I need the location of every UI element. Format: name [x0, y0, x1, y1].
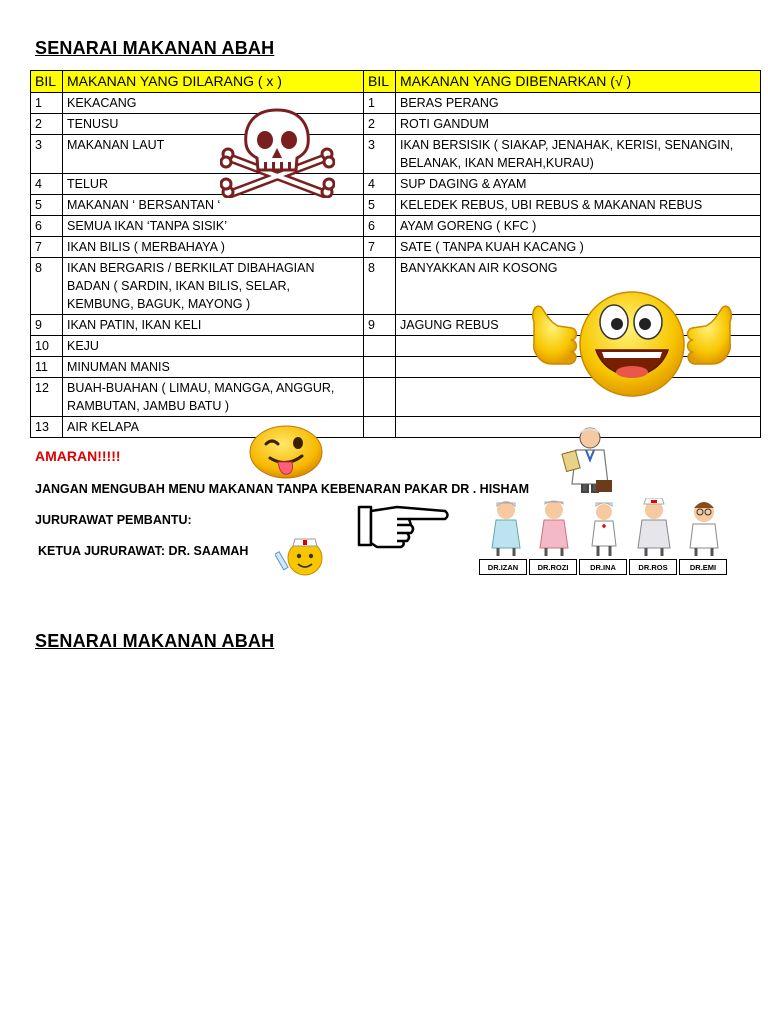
row-number-forbidden: 12: [31, 378, 63, 417]
forbidden-food-cell: KEJU: [63, 336, 364, 357]
header-bil-forbidden: BIL: [31, 71, 63, 93]
row-number-allowed: 4: [364, 174, 396, 195]
table-row: [31, 216, 761, 237]
table-row: [31, 237, 761, 258]
allowed-food-cell: AYAM GORENG ( KFC ): [396, 216, 761, 237]
forbidden-food-cell: MAKANAN LAUT: [63, 135, 364, 174]
forbidden-food-cell: AIR KELAPA: [63, 417, 364, 438]
staff-name-ros: DR.ROS: [629, 559, 677, 575]
row-number-allowed: [364, 357, 396, 378]
row-number-forbidden: 7: [31, 237, 63, 258]
row-number-forbidden: 5: [31, 195, 63, 216]
table-row: [31, 195, 761, 216]
table-row: [31, 135, 761, 174]
nurse-figure: [638, 498, 670, 556]
chief-nurse-label: KETUA JURURAWAT: DR. SAAMAH: [38, 544, 249, 558]
row-number-allowed: [364, 378, 396, 417]
forbidden-food-cell: KEKACANG: [63, 93, 364, 114]
staff-name-izan: DR.IZAN: [479, 559, 527, 575]
staff-name-ina: DR.INA: [579, 559, 627, 575]
forbidden-food-cell: IKAN BERGARIS / BERKILAT DIBAHAGIAN BADAN ( SARDIN, IKAN BILIS, SELAR, KEMBUNG, BAGUK, MAYONG ): [63, 258, 364, 315]
forbidden-food-cell: IKAN BILIS ( MERBAHAYA ): [63, 237, 364, 258]
row-number-forbidden: 9: [31, 315, 63, 336]
staff-name-tags: [479, 559, 727, 575]
pointing-hand-icon: [357, 501, 451, 551]
nurse-figure: [690, 502, 718, 556]
row-number-forbidden: 13: [31, 417, 63, 438]
allowed-food-cell: SUP DAGING & AYAM: [396, 174, 761, 195]
row-number-allowed: 6: [364, 216, 396, 237]
warning-text: AMARAN!!!!!: [35, 448, 121, 464]
skull-crossbones-icon: [220, 106, 335, 198]
row-number-forbidden: 10: [31, 336, 63, 357]
allowed-food-cell: JAGUNG REBUS: [396, 315, 761, 336]
allowed-food-cell: ROTI GANDUM: [396, 114, 761, 135]
row-number-forbidden: 4: [31, 174, 63, 195]
table-row: [31, 93, 761, 114]
row-number-allowed: 7: [364, 237, 396, 258]
row-number-allowed: 8: [364, 258, 396, 315]
tongue-wink-emoji-icon: [248, 424, 324, 480]
row-number-allowed: 5: [364, 195, 396, 216]
table-row: [31, 417, 761, 438]
allowed-food-cell: SATE ( TANPA KUAH KACANG ): [396, 237, 761, 258]
allowed-food-cell: KELEDEK REBUS, UBI REBUS & MAKANAN REBUS: [396, 195, 761, 216]
forbidden-food-cell: IKAN PATIN, IKAN KELI: [63, 315, 364, 336]
forbidden-food-cell: MINUMAN MANIS: [63, 357, 364, 378]
row-number-allowed: [364, 417, 396, 438]
menu-change-warning: JANGAN MENGUBAH MENU MAKANAN TANPA KEBENARAN PAKAR DR . HISHAM: [35, 482, 529, 496]
forbidden-food-cell: TENUSU: [63, 114, 364, 135]
row-number-forbidden: 11: [31, 357, 63, 378]
nurse-figure: [540, 501, 568, 556]
nurse-emoji-icon: [275, 536, 327, 578]
table-row: [31, 174, 761, 195]
row-number-forbidden: 1: [31, 93, 63, 114]
page-title-repeat: SENARAI MAKANAN ABAH: [35, 631, 275, 651]
row-number-allowed: [364, 336, 396, 357]
row-number-allowed: 1: [364, 93, 396, 114]
row-number-allowed: 2: [364, 114, 396, 135]
thumbs-up-smiley-icon: [522, 282, 742, 400]
forbidden-food-cell: SEMUA IKAN ‘TANPA SISIK’: [63, 216, 364, 237]
doctor-cartoon-icon: [558, 426, 618, 496]
nurse-figure: [592, 503, 616, 556]
nurse-figure: [492, 501, 520, 556]
row-number-forbidden: 8: [31, 258, 63, 315]
nurse-staff-figures: [482, 498, 732, 558]
staff-name-rozi: DR.ROZI: [529, 559, 577, 575]
header-forbidden: MAKANAN YANG DILARANG ( x ): [63, 71, 364, 93]
row-number-forbidden: 6: [31, 216, 63, 237]
header-bil-allowed: BIL: [364, 71, 396, 93]
staff-name-emi: DR.EMI: [679, 559, 727, 575]
header-allowed: MAKANAN YANG DIBENARKAN (√ ): [396, 71, 761, 93]
page-title: SENARAI MAKANAN ABAH: [35, 38, 275, 58]
forbidden-food-cell: BUAH-BUAHAN ( LIMAU, MANGGA, ANGGUR, RAMBUTAN, JAMBU BATU ): [63, 378, 364, 417]
allowed-food-cell: IKAN BERSISIK ( SIAKAP, JENAHAK, KERISI, SENANGIN, BELANAK, IKAN MERAH,KURAU): [396, 135, 761, 174]
table-row: [31, 114, 761, 135]
row-number-allowed: 9: [364, 315, 396, 336]
row-number-allowed: 3: [364, 135, 396, 174]
allowed-food-cell: BERAS PERANG: [396, 93, 761, 114]
row-number-forbidden: 2: [31, 114, 63, 135]
allowed-food-cell: BANYAKKAN AIR KOSONG: [396, 258, 761, 315]
table-header-row: [31, 71, 761, 93]
row-number-forbidden: 3: [31, 135, 63, 174]
assistant-nurse-label: JURURAWAT PEMBANTU:: [35, 513, 192, 527]
forbidden-food-cell: MAKANAN ‘ BERSANTAN ‘: [63, 195, 364, 216]
forbidden-food-cell: TELUR: [63, 174, 364, 195]
